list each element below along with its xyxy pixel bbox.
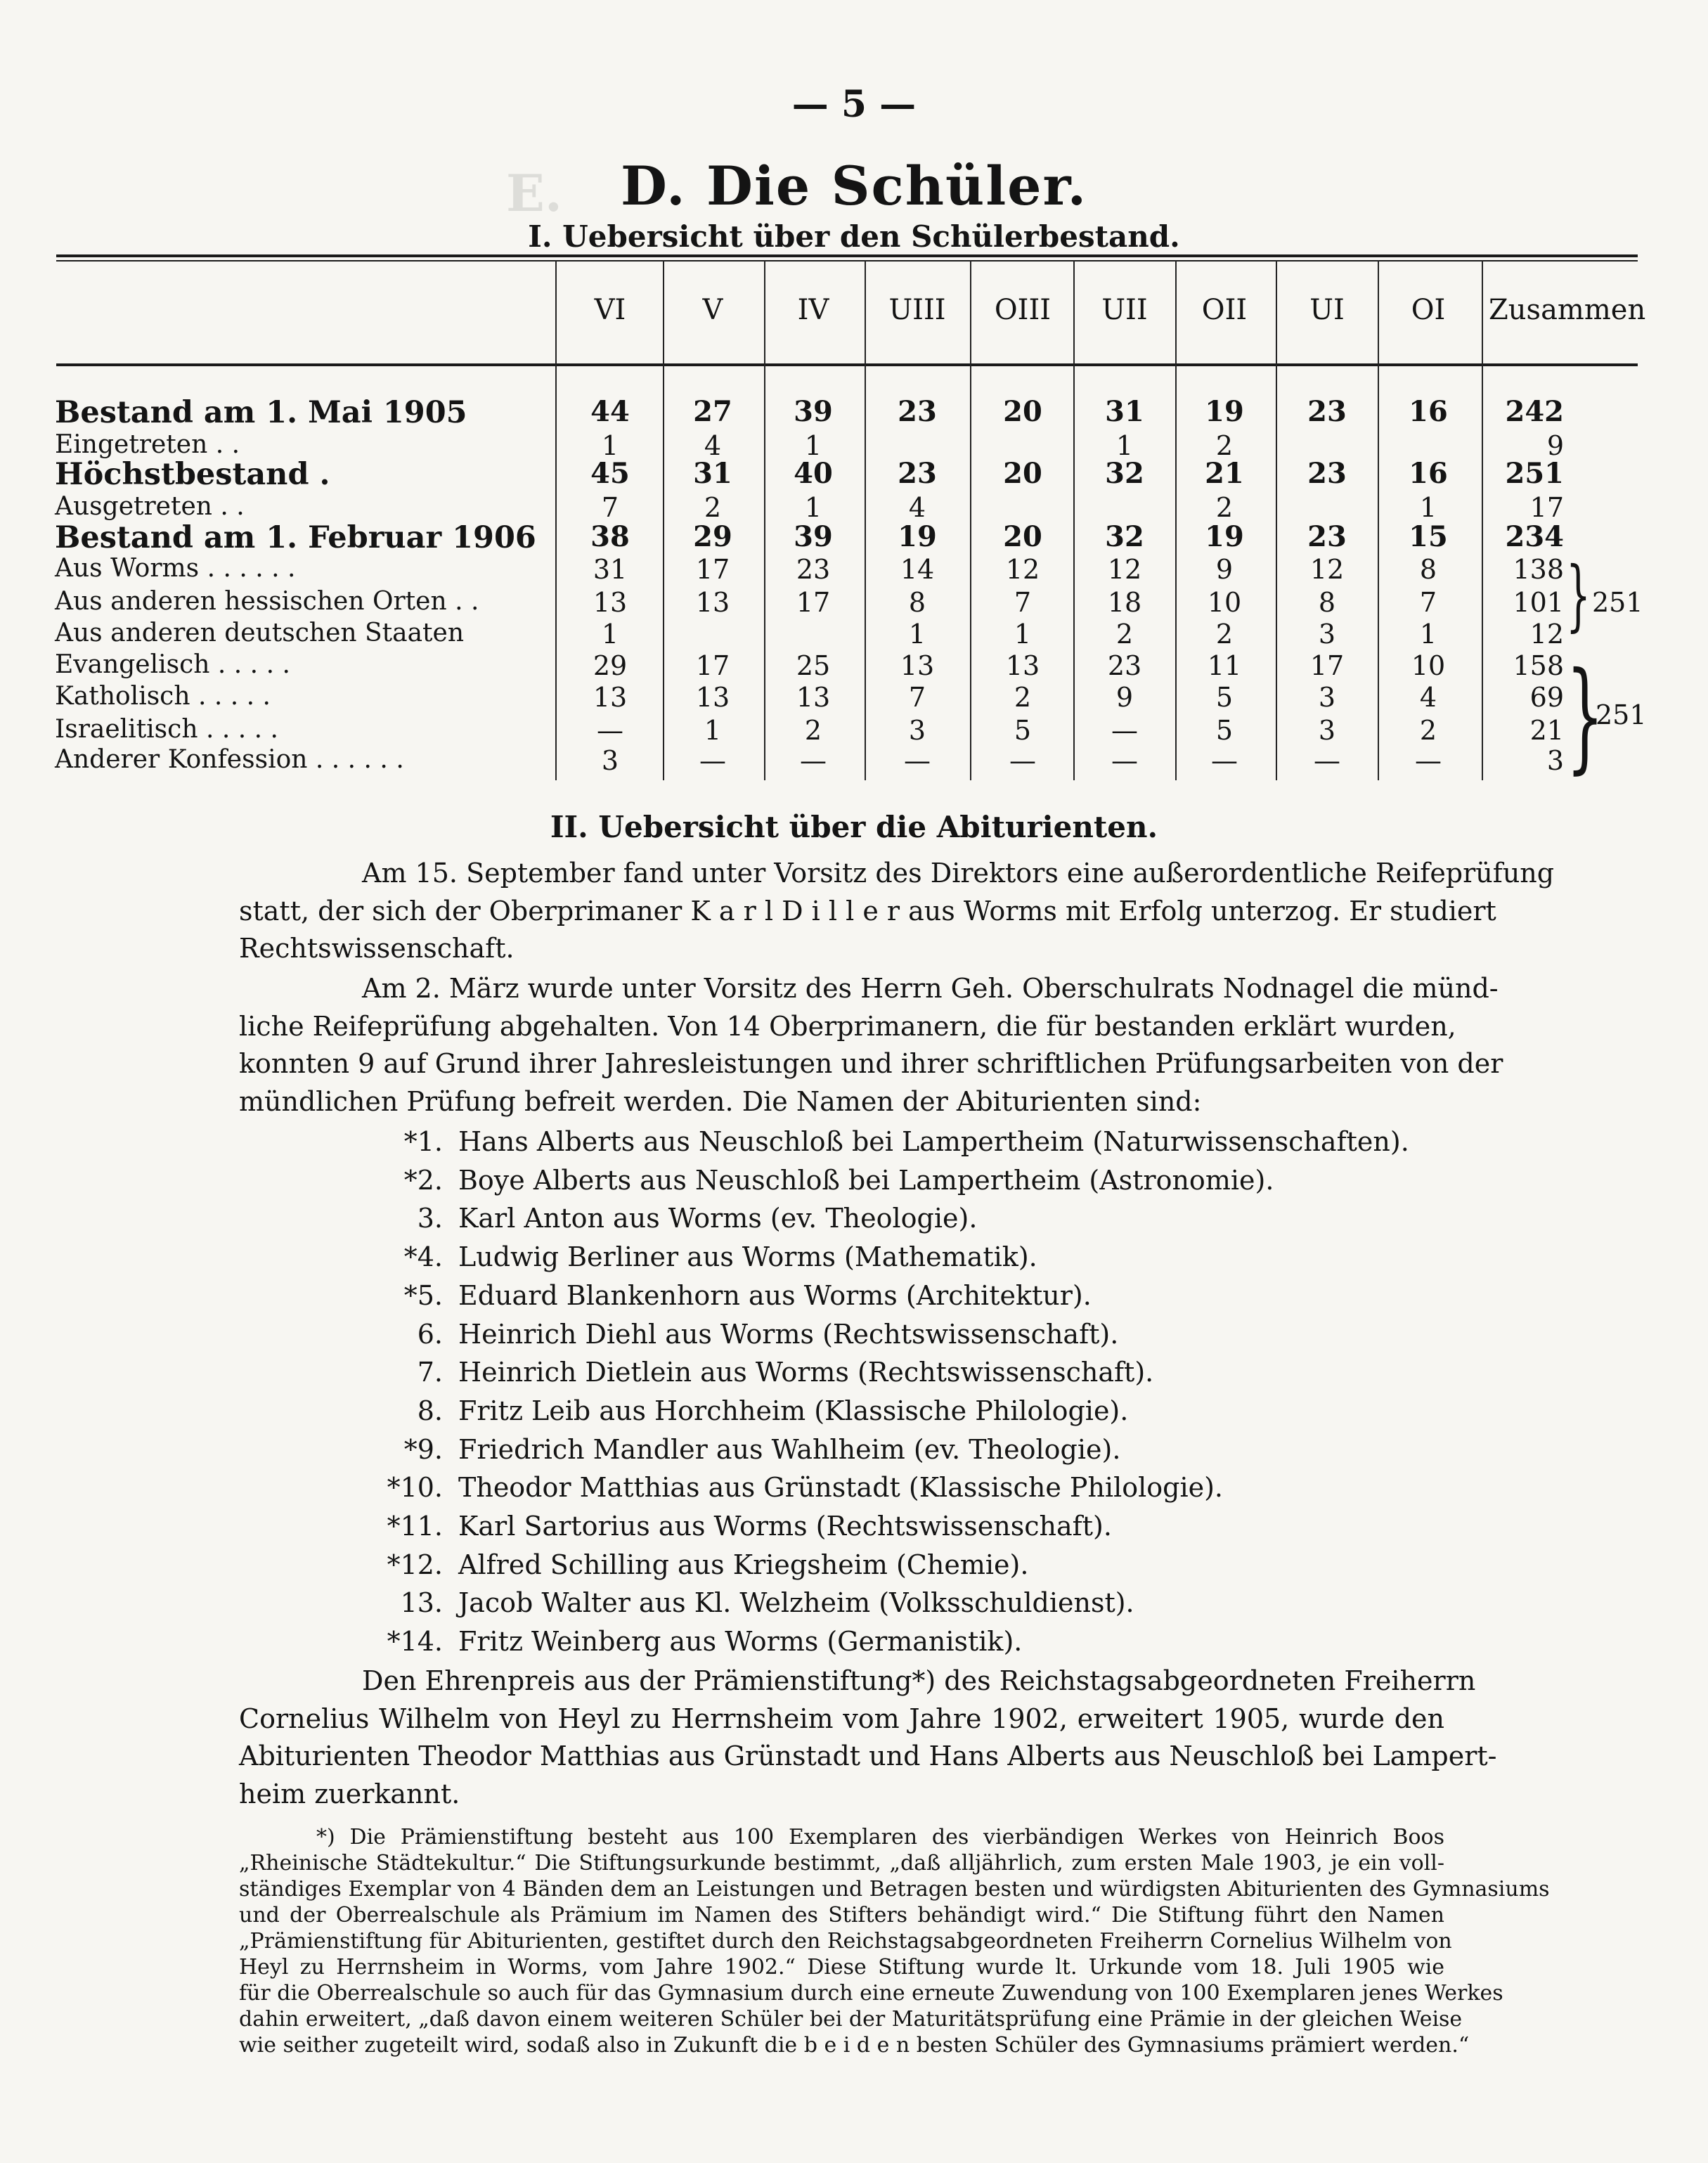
brace-origin: }: [1566, 550, 1591, 640]
table-cell: 20: [1003, 457, 1042, 490]
paragraph-line: liche Reifeprüfung abgehalten. Von 14 Oberprimanern, die für bestanden erklärt wurden,: [239, 1010, 1456, 1042]
list-item-number: *5.: [403, 1279, 443, 1311]
table-cell: 1: [704, 715, 722, 746]
footnote-line: Heyl zu Herrnsheim in Worms, vom Jahre 1902.“ Diese Stiftung wurde lt. Urkunde vom 18. Juli 1905 wie: [239, 1955, 1444, 1980]
table-cell: —: [597, 715, 623, 746]
paragraph-main-exam: [239, 970, 1503, 1121]
list-item-number: *4.: [403, 1241, 443, 1273]
table-cell: —: [1009, 745, 1036, 776]
table-header-rule: [56, 363, 1638, 366]
table-column-header: UIII: [888, 294, 946, 326]
table-cell: 44: [590, 395, 630, 428]
table-cell: 17: [796, 587, 831, 618]
row-total-cell: 21: [1529, 715, 1564, 746]
row-label: Israelitisch . . . . .: [55, 715, 278, 744]
table-cell: 29: [693, 520, 732, 553]
list-item-text: Eduard Blankenhorn aus Worms (Architektur).: [458, 1279, 1092, 1311]
list-item-text: Theodor Matthias aus Grünstadt (Klassische Philologie).: [458, 1472, 1224, 1504]
table-cell: 17: [695, 554, 730, 585]
table-cell: 11: [1207, 650, 1242, 681]
table-cell: 38: [590, 520, 630, 553]
list-item: [380, 1353, 1409, 1392]
row-label: Aus anderen deutschen Staaten: [55, 619, 465, 647]
list-item: [380, 1199, 1409, 1238]
table-row: [0, 520, 1708, 555]
table-cell: 8: [1419, 554, 1437, 585]
table-cell: 13: [695, 682, 730, 713]
paragraph-line: Am 2. März wurde unter Vorsitz des Herrn Geh. Oberschulrats Nodnagel die münd-: [362, 973, 1499, 1004]
paragraph-line: Rechtswissenschaft.: [239, 933, 515, 964]
paragraph-line: Abiturienten Theodor Matthias aus Grünstadt und Hans Alberts aus Neuschloß bei Lampert-: [239, 1741, 1497, 1771]
table-row: [0, 587, 1708, 619]
table-cell: 40: [794, 457, 833, 490]
table-cell: 12: [1107, 554, 1142, 585]
footnote-line: „Rheinische Städtekultur.“ Die Stiftungsurkunde bestimmt, „daß alljährlich, zum ersten Male 1903, je ein voll-: [239, 1851, 1444, 1875]
table-cell: 31: [593, 554, 628, 585]
row-label: Bestand am 1. Februar 1906: [55, 520, 536, 555]
table-cell: 8: [908, 587, 926, 618]
paragraph-line: statt, der sich der Oberprimaner K a r l D i l l e r aus Worms mit Erfolg unterzog. Er studiert: [239, 895, 1496, 926]
table-row: [0, 715, 1708, 747]
list-item-number: *10.: [387, 1472, 443, 1504]
table-cell: 2: [704, 492, 722, 523]
table-cell: 4: [908, 492, 926, 523]
table-cell: —: [904, 745, 931, 776]
table-cell: 13: [593, 587, 628, 618]
table-cell: 23: [796, 554, 831, 585]
brace-confession: }: [1566, 647, 1605, 786]
table-top-rule: [56, 254, 1638, 257]
table-row: [0, 745, 1708, 777]
table-cell: 8: [1318, 587, 1336, 618]
list-item-number: *14.: [387, 1626, 443, 1658]
row-label: Bestand am 1. Mai 1905: [55, 395, 467, 430]
list-item-text: Karl Sartorius aus Worms (Rechtswissenschaft).: [458, 1511, 1112, 1542]
list-item-number: 8.: [417, 1395, 443, 1426]
table-cell: 13: [796, 682, 831, 713]
row-total-cell: 251: [1505, 457, 1564, 490]
table-cell: 25: [796, 650, 831, 681]
paragraph-line: heim zuerkannt.: [239, 1778, 460, 1809]
list-item: [380, 1546, 1409, 1584]
table-cell: 9: [1115, 682, 1134, 713]
list-item: [380, 1161, 1409, 1200]
table-cell: 3: [1318, 682, 1336, 713]
paragraph-extra-exam: [239, 855, 1555, 968]
table-cell: 3: [1318, 619, 1336, 650]
brace-total-confession: 251: [1596, 699, 1647, 730]
table-cell: —: [1211, 745, 1238, 776]
table-cell: 12: [1005, 554, 1040, 585]
table-cell: 7: [908, 682, 926, 713]
list-item: [380, 1431, 1409, 1469]
brace-total-origin: 251: [1592, 587, 1643, 618]
table-cell: 31: [1105, 395, 1144, 428]
table-column-header: UII: [1101, 294, 1148, 326]
table-cell: 1: [1014, 619, 1032, 650]
row-total-cell: 17: [1529, 492, 1564, 523]
table-cell: 7: [1419, 587, 1437, 618]
table-column-header: OI: [1411, 294, 1446, 326]
list-item-number: 3.: [417, 1203, 443, 1234]
footnote-line: und der Oberrealschule als Prämium im Namen des Stifters behändigt wird.“ Die Stiftung führt den Namen: [239, 1903, 1444, 1928]
footnote-line: wie seither zugeteilt wird, sodaß also in Zukunft die b e i d e n besten Schüler des Gymnasiums prämiert werden.“: [239, 2033, 1470, 2058]
list-item: [380, 1123, 1409, 1161]
table-row: [0, 457, 1708, 492]
table-cell: 13: [695, 587, 730, 618]
row-label: Aus Worms . . . . . .: [55, 554, 296, 583]
table-cell: 45: [590, 457, 630, 490]
list-item: [380, 1315, 1409, 1354]
table-cell: 16: [1409, 457, 1448, 490]
table-cell: 1: [1419, 492, 1437, 523]
list-item-number: *1.: [403, 1126, 443, 1157]
table-top-rule-thin: [56, 260, 1638, 262]
table-cell: —: [1415, 745, 1442, 776]
table-column-header: OIII: [994, 294, 1052, 326]
table-cell: 2: [1215, 492, 1234, 523]
table-cell: 14: [900, 554, 935, 585]
list-item: [380, 1507, 1409, 1546]
row-total-cell: 69: [1529, 682, 1564, 713]
table-cell: 2: [1014, 682, 1032, 713]
list-item-text: Heinrich Dietlein aus Worms (Rechtswissenschaft).: [458, 1357, 1154, 1388]
table-column-header: OII: [1201, 294, 1248, 326]
table-cell: 7: [601, 492, 619, 523]
table-cell: 16: [1409, 395, 1448, 428]
table-cell: 13: [900, 650, 935, 681]
table-cell: 32: [1105, 457, 1144, 490]
list-item-number: 6.: [417, 1318, 443, 1350]
table-cell: 2: [1419, 715, 1437, 746]
row-total-cell: 9: [1546, 430, 1564, 461]
table-cell: 5: [1215, 682, 1234, 713]
table-cell: 23: [1307, 395, 1347, 428]
table-cell: 20: [1003, 395, 1042, 428]
table-cell: 39: [794, 395, 833, 428]
table-cell: 10: [1207, 587, 1242, 618]
list-item-text: Ludwig Berliner aus Worms (Mathematik).: [458, 1241, 1037, 1273]
row-total-cell: 3: [1546, 745, 1564, 776]
table-cell: 23: [898, 457, 937, 490]
list-item-number: *2.: [403, 1164, 443, 1196]
table-cell: 2: [1215, 430, 1234, 461]
paragraph-line: konnten 9 auf Grund ihrer Jahresleistungen und ihrer schriftlichen Prüfungsarbeiten von der: [239, 1048, 1503, 1079]
table-cell: 1: [804, 430, 822, 461]
list-item-number: 7.: [417, 1357, 443, 1388]
row-total-cell: 101: [1513, 587, 1564, 618]
section-title: I. Uebersicht über den Schülerbestand.: [528, 219, 1180, 254]
table-cell: 13: [1005, 650, 1040, 681]
table-cell: 1: [908, 619, 926, 650]
table-cell: —: [699, 745, 726, 776]
table-row: [0, 619, 1708, 650]
footnote-line: *) Die Prämienstiftung besteht aus 100 Exemplaren des vierbändigen Werkes von Heinrich Boos: [316, 1825, 1444, 1849]
table-cell: 32: [1105, 520, 1144, 553]
table-cell: 19: [1205, 520, 1244, 553]
table-cell: 27: [693, 395, 732, 428]
list-item-text: Alfred Schilling aus Kriegsheim (Chemie).: [458, 1549, 1029, 1580]
table-cell: 20: [1003, 520, 1042, 553]
list-item-text: Hans Alberts aus Neuschloß bei Lampertheim (Naturwissenschaften).: [458, 1126, 1409, 1157]
row-total-cell: 234: [1505, 520, 1564, 553]
list-item: [380, 1392, 1409, 1431]
table-cell: 7: [1014, 587, 1032, 618]
row-label: Ausgetreten . .: [55, 492, 245, 521]
table-cell: 17: [1309, 650, 1345, 681]
list-item-number: 13.: [400, 1587, 443, 1619]
table-cell: 23: [1307, 457, 1347, 490]
list-item-text: Friedrich Mandler aus Wahlheim (ev. Theologie).: [458, 1433, 1121, 1465]
table-cell: —: [800, 745, 827, 776]
list-item-number: *12.: [387, 1549, 443, 1580]
table-cell: 1: [601, 619, 619, 650]
footnote-line: für die Oberrealschule so auch für das Gymnasium durch eine erneute Zuwendung von 100 Exemplaren jenes Werkes: [239, 1981, 1503, 2006]
table-cell: 2: [1115, 619, 1134, 650]
table-column-header: V: [702, 294, 723, 326]
table-column-header: IV: [797, 294, 829, 326]
row-total-cell: 158: [1513, 650, 1564, 681]
list-item-text: Heinrich Diehl aus Worms (Rechtswissenschaft).: [458, 1318, 1119, 1350]
table-cell: 2: [804, 715, 822, 746]
table-cell: —: [1111, 715, 1138, 746]
table-column-header: Zusammen: [1489, 294, 1646, 326]
table-cell: 29: [593, 650, 628, 681]
table-cell: 17: [695, 650, 730, 681]
table-cell: 9: [1215, 554, 1234, 585]
table-cell: 23: [898, 395, 937, 428]
table-cell: 4: [1419, 682, 1437, 713]
list-item-text: Karl Anton aus Worms (ev. Theologie).: [458, 1203, 978, 1234]
list-item: [380, 1238, 1409, 1277]
table-cell: 4: [704, 430, 722, 461]
row-label: Anderer Konfession . . . . . .: [55, 745, 404, 774]
table-cell: 31: [693, 457, 732, 490]
table-row: [0, 682, 1708, 714]
paragraph-prize: [239, 1662, 1497, 1813]
table-cell: 1: [1115, 430, 1134, 461]
list-item-text: Jacob Walter aus Kl. Welzheim (Volksschuldienst).: [458, 1587, 1134, 1619]
table-cell: 23: [1107, 650, 1142, 681]
row-total-cell: 138: [1513, 554, 1564, 585]
list-item: [380, 1468, 1409, 1507]
table-cell: 21: [1205, 457, 1244, 490]
table-cell: 19: [898, 520, 937, 553]
row-label: Evangelisch . . . . .: [55, 650, 290, 679]
table-cell: 3: [1318, 715, 1336, 746]
table-cell: 10: [1411, 650, 1446, 681]
paragraph-line: Am 15. September fand unter Vorsitz des Direktors eine außerordentliche Reifeprüfung: [362, 858, 1555, 889]
table-cell: 19: [1205, 395, 1244, 428]
paragraph-line: mündlichen Prüfung befreit werden. Die Namen der Abiturienten sind:: [239, 1085, 1202, 1117]
table-cell: 15: [1409, 520, 1448, 553]
table-row: [0, 492, 1708, 524]
list-item-number: *9.: [403, 1433, 443, 1465]
table-cell: 39: [794, 520, 833, 553]
table-column-header: VI: [594, 294, 626, 326]
paragraph-line: Cornelius Wilhelm von Heyl zu Herrnsheim vom Jahre 1902, erweitert 1905, wurde den: [239, 1703, 1444, 1734]
list-item-text: Boye Alberts aus Neuschloß bei Lampertheim (Astronomie).: [458, 1164, 1274, 1196]
row-label: Eingetreten . .: [55, 430, 240, 459]
paragraph-line: Den Ehrenpreis aus der Prämienstiftung*) des Reichstagsabgeordneten Freiherrn: [362, 1665, 1476, 1696]
section-title-abiturienten: II. Uebersicht über die Abiturienten.: [550, 810, 1158, 844]
table-cell: 18: [1107, 587, 1142, 618]
table-row: [0, 395, 1708, 430]
list-item-text: Fritz Leib aus Horchheim (Klassische Philologie).: [458, 1395, 1129, 1426]
table-cell: 3: [601, 745, 619, 776]
table-row: [0, 650, 1708, 682]
footnote-line: ständiges Exemplar von 4 Bänden dem an Leistungen und Betragen besten und würdigsten Abiturienten des Gymnasiums: [239, 1877, 1550, 1901]
table-cell: 2: [1215, 619, 1234, 650]
list-item: [380, 1584, 1409, 1622]
row-label: Höchstbestand .: [55, 457, 330, 492]
table-cell: 5: [1014, 715, 1032, 746]
table-cell: 23: [1307, 520, 1347, 553]
footnote-line: „Prämienstiftung für Abiturienten, gestiftet durch den Reichstagsabgeordneten Freiherrn Cornelius Wilhelm von: [239, 1929, 1452, 1954]
table-cell: 1: [1419, 619, 1437, 650]
footnote-line: dahin erweitert, „daß davon einem weiteren Schüler bei der Maturitätsprüfung eine Prämie in der gleichen Weise: [239, 2007, 1463, 2032]
table-column-header: UI: [1309, 294, 1345, 326]
footnote: [239, 1824, 1550, 2058]
page-number: — 5 —: [791, 83, 917, 126]
row-total-cell: 242: [1505, 395, 1564, 428]
row-total-cell: 12: [1529, 619, 1564, 650]
abiturienten-list: [380, 1123, 1409, 1661]
list-item-text: Fritz Weinberg aus Worms (Germanistik).: [458, 1626, 1023, 1658]
page-title: D. Die Schüler.: [620, 155, 1088, 217]
table-cell: 3: [908, 715, 926, 746]
table-cell: 1: [601, 430, 619, 461]
table-cell: —: [1314, 745, 1340, 776]
list-item-number: *11.: [387, 1511, 443, 1542]
row-label: Aus anderen hessischen Orten . .: [55, 587, 479, 616]
table-cell: 1: [804, 492, 822, 523]
row-label: Katholisch . . . . .: [55, 682, 271, 711]
list-item: [380, 1277, 1409, 1315]
table-cell: —: [1111, 745, 1138, 776]
table-cell: 12: [1309, 554, 1345, 585]
table-cell: 13: [593, 682, 628, 713]
bleed-through-ghost: E.: [506, 163, 562, 223]
list-item: [380, 1622, 1409, 1661]
table-row: [0, 554, 1708, 586]
table-cell: 5: [1215, 715, 1234, 746]
